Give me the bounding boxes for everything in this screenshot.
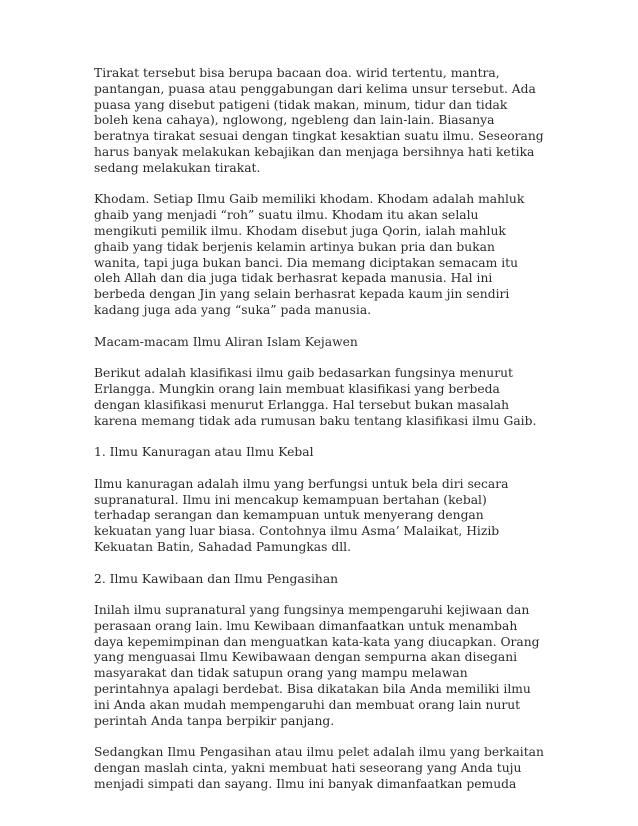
section-heading-kawibaan: 2. Ilmu Kawibaan dan Ilmu Pengasihan bbox=[94, 571, 339, 586]
paragraph-khodam: Khodam. Setiap Ilmu Gaib memiliki khodam. Khodam adalah mahluk ghaib yang menjadi “roh” suatu ilmu. Khodam itu akan selalu mengikuti pemilik ilmu. Khodam disebut juga Qorin, ialah mahluk ghaib yang tidak berjenis kelamin artinya bukan pria dan bukan wanita, tapi juga bukan banci. Dia memang diciptakan semacam itu oleh Allah dan dia juga tidak berhasrat kepada manusia. Hal ini berbeda dengan Jin yang selain berhasrat kepada kaum jin sendiri kadang juga ada yang “suka” pada manusia. bbox=[94, 192, 525, 317]
document-body bbox=[94, 66, 544, 808]
paragraph-klasifikasi: Berikut adalah klasifikasi ilmu gaib bedasarkan fungsinya menurut Erlangga. Mungkin orang lain membuat klasifikasi yang berbeda dengan klasifikasi menurut Erlangga. Hal tersebut bukan masalah karena memang tidak ada rumusan baku tentang klasifikasi ilmu Gaib. bbox=[94, 366, 537, 428]
section-heading-kanuragan: 1. Ilmu Kanuragan atau Ilmu Kebal bbox=[94, 445, 314, 460]
paragraph-kewibawaan: Inilah ilmu supranatural yang fungsinya mempengaruhi kejiwaan dan perasaan orang lain. lmu Kewibaan dimanfaatkan untuk menambah daya kepemimpinan dan menguatkan kata-kata yang diucapkan. Orang yang menguasai Ilmu Kewibawaan dengan sempurna akan disegani masyarakat dan tidak satupun orang yang mampu melawan perintahnya apalagi berdebat. Bisa dikatakan bila Anda memiliki ilmu ini Anda akan mudah mempengaruhi dan membuat orang lain nurut perintah Anda tanpa berpikir panjang. bbox=[94, 603, 540, 728]
paragraph-tirakat: Tirakat tersebut bisa berupa bacaan doa. wirid tertentu, mantra, pantangan, puasa atau penggabungan dari kelima unsur tersebut. Ada puasa yang disebut patigeni (tidak makan, minum, tidur dan tidak boleh kena cahaya), nglowong, ngebleng dan lain-lain. Biasanya beratnya tirakat sesuai dengan tingkat kesaktian suatu ilmu. Seseorang harus banyak melakukan kebajikan dan menjaga bersihnya hati ketika sedang melakukan tirakat. bbox=[94, 66, 544, 175]
paragraph-pengasihan: Sedangkan Ilmu Pengasihan atau ilmu pelet adalah ilmu yang berkaitan dengan maslah cinta, yakni membuat hati seseorang yang Anda tuju menjadi simpati dan sayang. Ilmu ini banyak dimanfaatkan pemuda bbox=[94, 745, 544, 791]
section-heading-macam-ilmu: Macam-macam Ilmu Aliran Islam Kejawen bbox=[94, 334, 358, 349]
paragraph-kanuragan: Ilmu kanuragan adalah ilmu yang berfungsi untuk bela diri secara supranatural. Ilmu ini mencakup kemampuan bertahan (kebal) terhadap serangan dan kemampuan untuk menyerang dengan kekuatan yang luar biasa. Contohnya ilmu Asma’ Malaikat, Hizib Kekuatan Batin, Sahadad Pamungkas dll. bbox=[94, 476, 509, 554]
